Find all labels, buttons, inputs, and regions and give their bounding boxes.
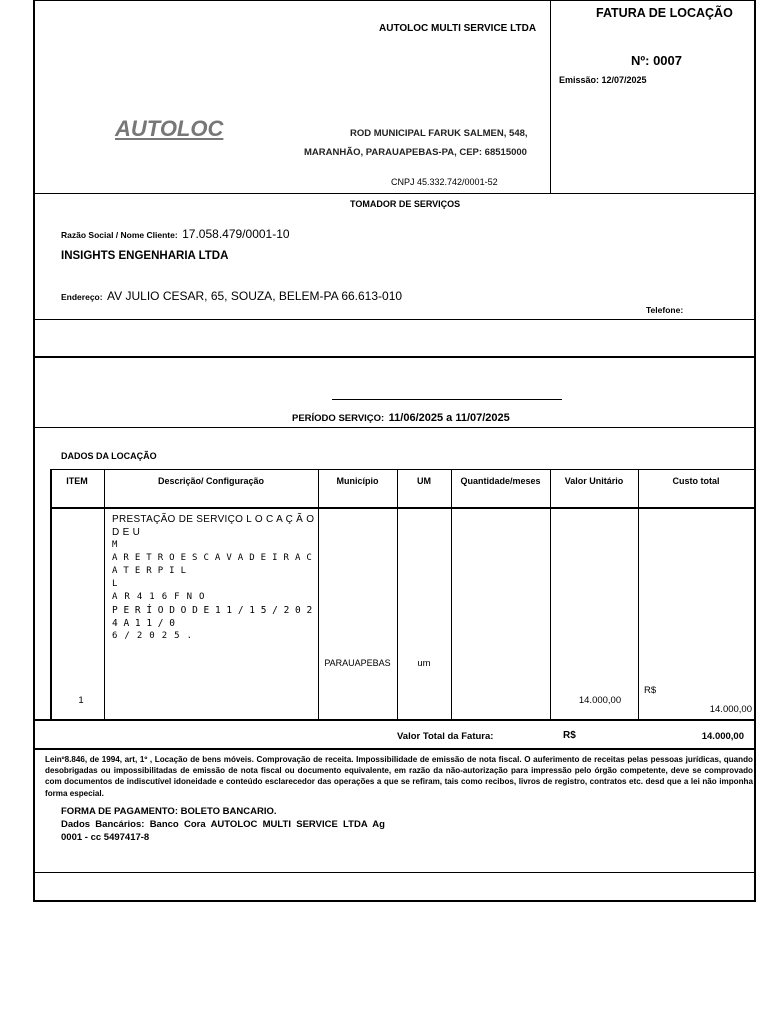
total-value: 14.000,00 — [701, 731, 744, 742]
col-header-item: ITEM — [66, 476, 88, 486]
total-label: Valor Total da Fatura: — [397, 731, 494, 742]
period-row — [292, 408, 510, 426]
row-total-cost: 14.000,00 — [709, 704, 752, 715]
address-line-1: ROD MUNICIPAL FARUK SALMEN, 548, — [350, 128, 528, 139]
col-divider-1 — [104, 469, 105, 721]
col-header-unit-value: Valor Unitário — [564, 476, 624, 486]
col-header-municipio: Município — [336, 476, 379, 486]
desc-line: A R 4 1 6 F N O — [112, 592, 206, 602]
client-address-value: AV JULIO CESAR, 65, SOUZA, BELEM-PA 66.613-010 — [107, 289, 403, 303]
client-address-label: Endereço: — [61, 292, 103, 302]
table-bottom — [33, 719, 756, 721]
payment-method: FORMA DE PAGAMENTO: BOLETO BANCARIO. — [61, 806, 277, 817]
col-divider-5 — [550, 469, 551, 721]
bank-line-2: 0001 - cc 5497417-8 — [61, 832, 150, 843]
total-bottom-line — [33, 748, 756, 750]
invoice-title: FATURA DE LOCAÇÃO — [596, 6, 733, 20]
period-value: 11/06/2025 a 11/07/2025 — [388, 412, 510, 424]
header-divider — [550, 0, 551, 194]
blank-row-bottom-line — [33, 356, 756, 358]
frame-bottom — [33, 900, 756, 902]
frame-right — [754, 0, 756, 902]
legal-text: Leinº8.846, de 1994, art, 1º , Locação de bens móveis. Comprovação de receita. Impossibilidade de emissão de nota fiscal. O auferimento de receitas pelas pessoas jurídicas, quando desobrigadas ou impossibilitadas de emissão de nota fiscal ou documento equivalente, em razão da não-autorização para impressão pelo órgão competente, deve se comprovado com documentos de indiscutível idoneidade e conteúdo esclarecedor das operações a que se refiram, tais como recibos, livros de registro, contratos etc. desd que a lei não imponha forma especial. — [45, 755, 753, 798]
row-currency: R$ — [644, 685, 657, 696]
col-divider-4 — [451, 469, 452, 721]
row-item: 1 — [78, 695, 84, 706]
client-address-row — [61, 287, 402, 305]
invoice-number: Nº: 0007 — [631, 53, 682, 68]
desc-line: A R E T R O E S C A V A D E I R A C A T E R P I L — [112, 553, 313, 576]
row-um: um — [417, 658, 431, 669]
logo: AUTOLOC — [115, 116, 224, 141]
period-bottom-line — [33, 427, 756, 428]
desc-line: L — [112, 579, 119, 589]
client-company: INSIGHTS ENGENHARIA LTDA — [61, 250, 229, 262]
client-phone-label: Telefone: — [646, 305, 684, 315]
desc-line: 6 / 2 0 2 5 . — [112, 631, 193, 641]
client-bottom-line — [33, 319, 756, 320]
desc-line: PRESTAÇÃO DE SERVIÇO L O C A Ç Ã O D E U — [112, 514, 315, 538]
period-label: PERÍODO SERVIÇO: — [292, 413, 385, 424]
emission-date: Emissão: 12/07/2025 — [559, 75, 647, 85]
row-description — [112, 513, 317, 643]
desc-line: M — [112, 540, 119, 550]
row-unit-value: 14.000,00 — [578, 695, 622, 706]
col-header-um: UM — [417, 476, 431, 486]
frame-top — [33, 0, 756, 1]
row-municipio: PARAUAPEBAS — [324, 658, 391, 668]
client-name-label: Razão Social / Nome Cliente: — [61, 230, 178, 240]
header-bottom-line — [33, 193, 756, 194]
col-header-description: Descrição/ Configuração — [157, 476, 265, 486]
col-divider-6 — [638, 469, 639, 721]
signature-line — [332, 399, 562, 400]
desc-line: P E R Í O D O D E 1 1 / 1 5 / 2 0 2 4 A 1 1 / 0 — [112, 605, 313, 629]
col-divider-2 — [318, 469, 319, 721]
total-currency: R$ — [563, 730, 576, 741]
bank-line-1: Dados Bancários: Banco Cora AUTOLOC MULTI SERVICE LTDA Ag — [61, 819, 385, 830]
frame-left — [33, 0, 35, 902]
company-name: AUTOLOC MULTI SERVICE LTDA — [379, 23, 537, 34]
client-name-row — [61, 225, 290, 243]
table-header-bottom — [50, 507, 756, 509]
rental-section-title: DADOS DA LOCAÇÃO — [61, 451, 157, 461]
cnpj: CNPJ 45.332.742/0001-52 — [391, 177, 498, 187]
table-header-top — [50, 469, 756, 470]
col-header-quantity: Quantidade/meses — [460, 476, 541, 486]
address-line-2: MARANHÃO, PARAUAPEBAS-PA, CEP: 68515000 — [304, 147, 527, 158]
client-section-title: TOMADOR DE SERVIÇOS — [350, 199, 461, 209]
client-name-value: 17.058.479/0001-10 — [182, 227, 290, 241]
col-header-total-cost: Custo total — [672, 476, 720, 486]
footer-divider — [33, 872, 756, 873]
table-left-edge — [50, 469, 52, 721]
col-divider-3 — [397, 469, 398, 721]
